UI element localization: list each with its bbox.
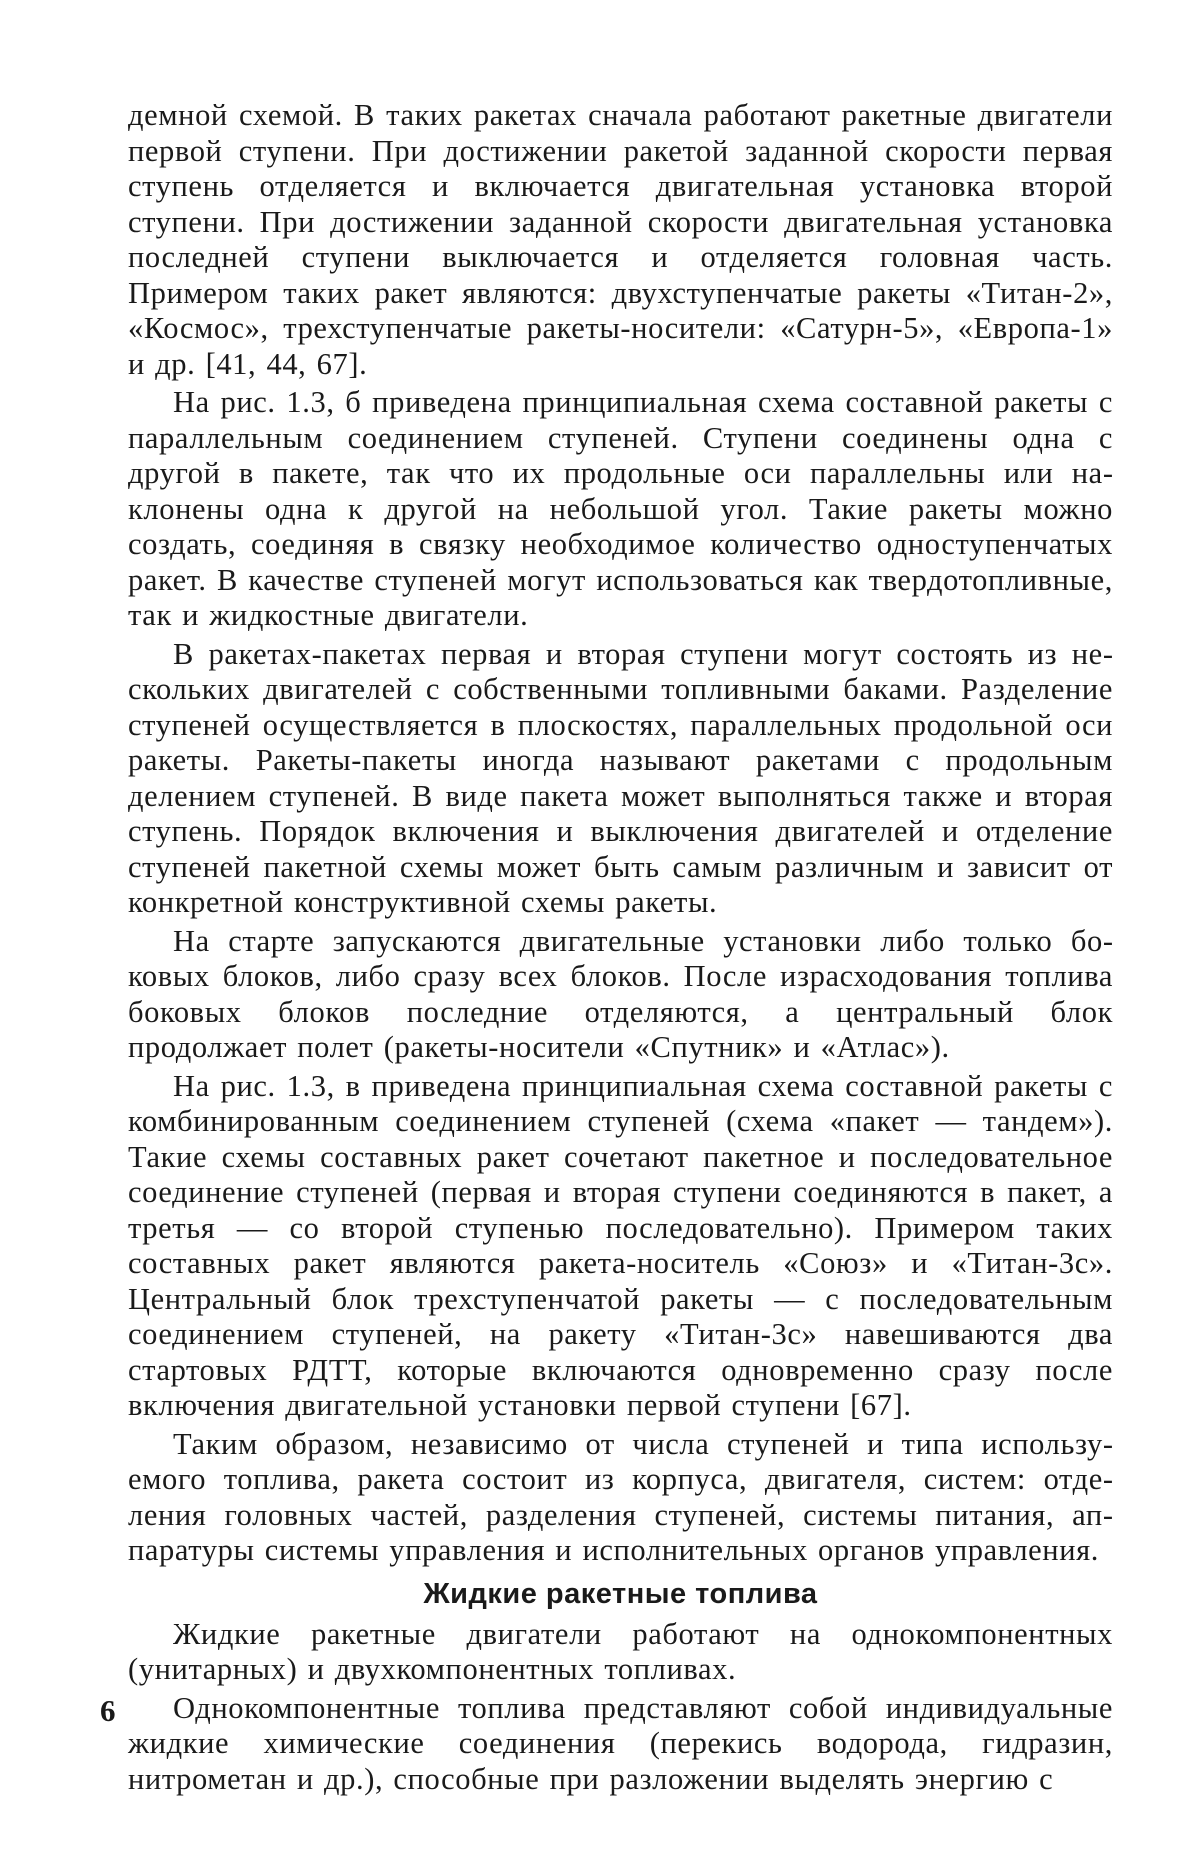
paragraph-continuation: демной схемой. В таких ракетах сначала работают ракетные двигатели первой ступени. При достижении ракетой заданной скорости первая ступень отделяется и включается двигательная установка второй ступени. При достижении заданной скорости двигательная установка последней ступени выключается и отделяется головная часть. Примером таких ракет являются: двухступенчатые ракеты «Титан-2», «Космос», трехступенчатые ракеты-носители: «Сатурн-5», «Европа-1» и др. [41, 44, 67].	[128, 98, 1113, 381]
paragraph-parallel-staging: На рис. 1.3, б приведена принципиальная схема составной ракеты с параллельным соединением ступеней. Ступени соединены одна с другой в пакете, так что их продольные оси параллельны или наклонены одна к другой на небольшой угол. Такие ракеты можно создать, соединяя в связку необходимое количество одноступенчатых ракет. В качестве ступеней могут использоваться как твердотопливные, так и жидкостные двигатели.	[128, 385, 1113, 632]
paragraph-liquid-engines: Жидкие ракетные двигатели работают на однокомпонентных (унитарных) и двухкомпонентных топливах.	[128, 1616, 1113, 1686]
paragraph-launch-sequence: На старте запускаются двигательные установки либо только боковых блоков, либо сразу всех блоков. После израсходования топлива боковых блоков последние отделяются, а центральный блок продолжает полет (ракеты-носители «Спутник» и «Атлас»).	[128, 923, 1113, 1064]
paragraph-rocket-packets: В ракетах-пакетах первая и вторая ступени могут состоять из нескольких двигателей с собственными топливными баками. Разделение ступеней осуществляется в плоскостях, параллельных продольной оси ракеты. Ракеты-пакеты иногда называют ракетами с продольным делением ступеней. В виде пакета может выполняться также и вторая ступень. Порядок включения и выключения двигателей и отделение ступеней пакетной схемы может быть самым различным и зависит от конкретной конструктивной схемы ракеты.	[128, 636, 1113, 919]
paragraph-summary: Таким образом, независимо от числа ступеней и типа используемого топлива, ракета состоит из корпуса, двигателя, систем: отделения головных частей, разделения ступеней, системы питания, аппаратуры системы управления и исполнительных органов управления.	[128, 1426, 1113, 1567]
page-body	[128, 98, 1113, 1797]
page-number: 6	[100, 1693, 116, 1728]
section-heading: Жидкие ракетные топлива	[423, 1577, 818, 1610]
paragraph-combined-staging: На рис. 1.3, в приведена принципиальная схема составной ракеты с комбинированным соединением ступеней (схема «пакет — тандем»). Такие схемы составных ракет сочетают пакетное и последовательное соединение ступеней (первая и вторая ступени соединяются в пакет, а третья — со второй ступенью последовательно). Примером таких составных ракет являются ракета-носитель «Союз» и «Титан-3с». Центральный блок трехступенчатой ракеты — с последовательным соединением ступеней, на ракету «Титан-3с» навешиваются два стартовых РДТТ, которые включаются одновременно сразу после включения двигательной установки первой ступени [67].	[128, 1068, 1113, 1422]
paragraph-monopropellants: Однокомпонентные топлива представляют собой индивидуальные жидкие химические соединения (перекись водорода, гидразин, нитрометан и др.), способные при разложении выделять энергию с	[128, 1690, 1113, 1796]
